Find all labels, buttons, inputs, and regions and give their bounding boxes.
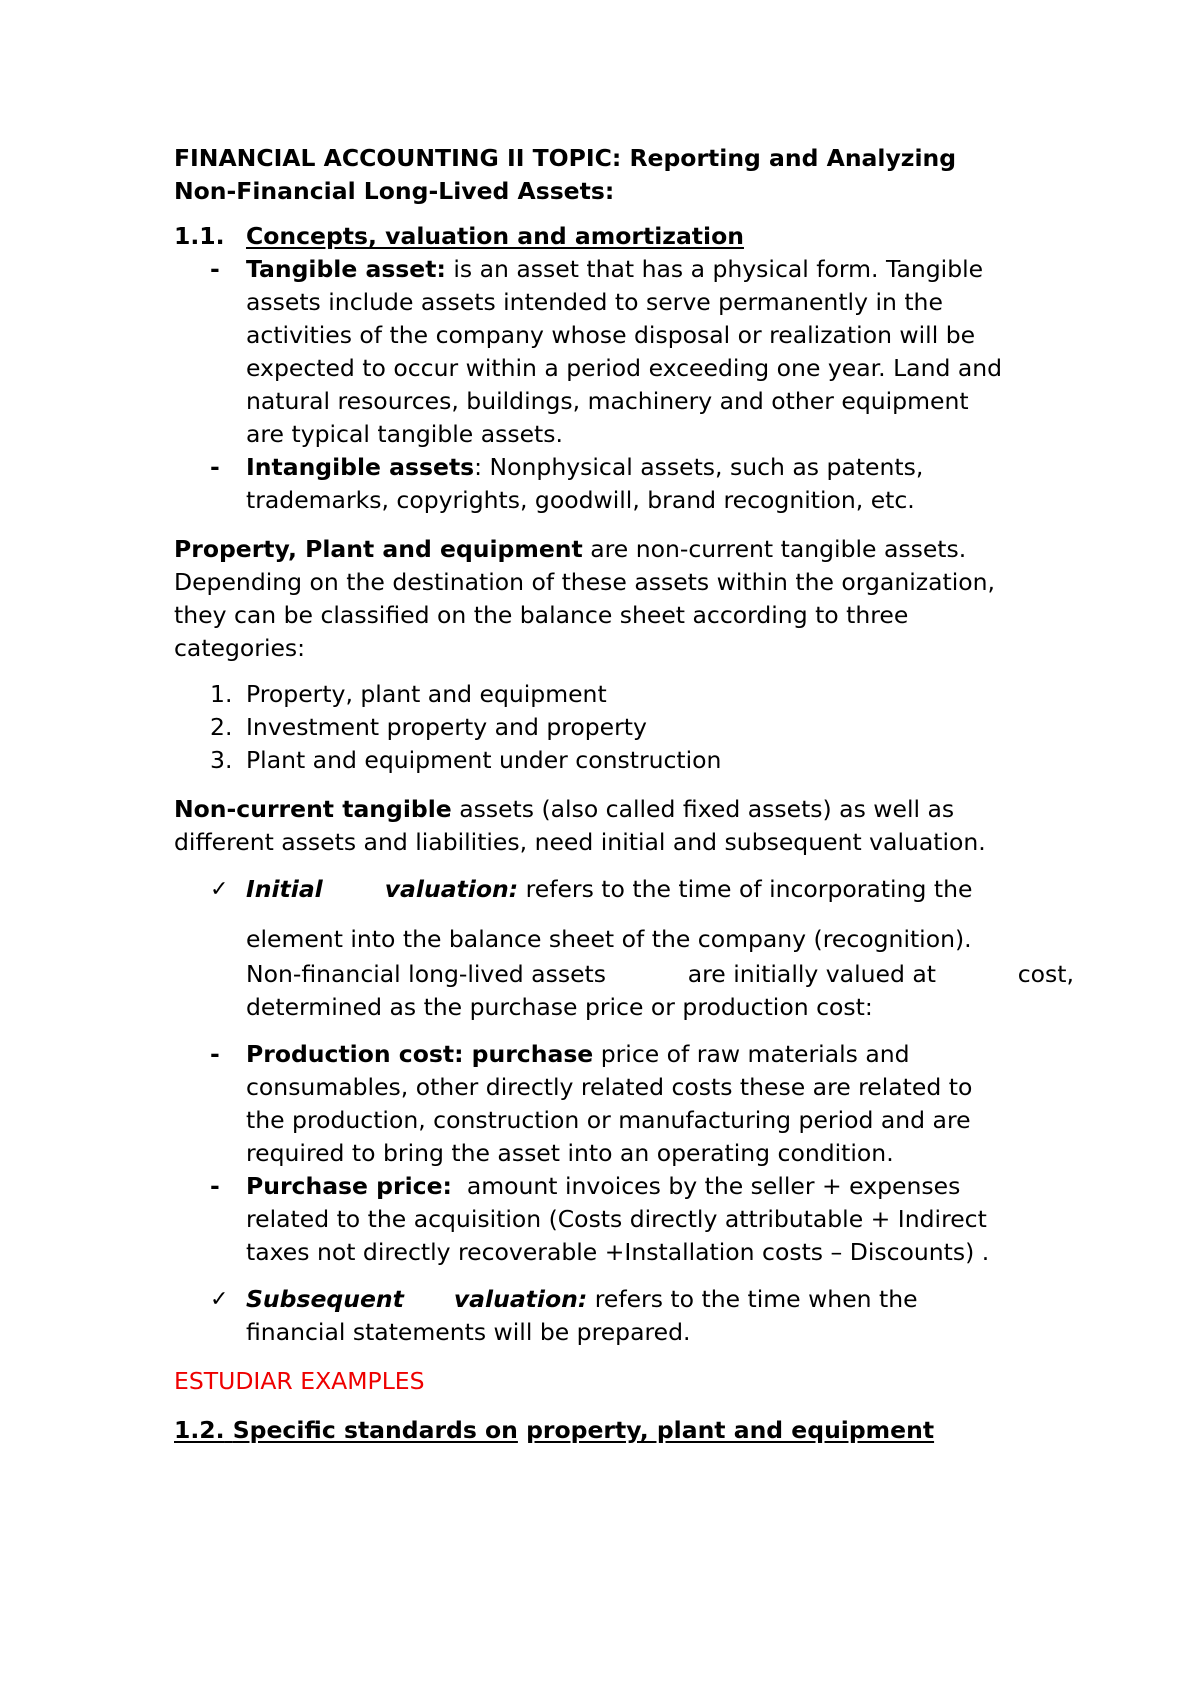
category-list — [174, 678, 1074, 777]
list-item-production-cost: - Production cost: purchase price of raw materials and consumables, other directly related costs these are related to the production, construction or manufacturing period and are required to bring the asset into an operating condition. — [174, 1038, 1074, 1170]
title-line-2: Non-Financial Long-Lived Assets: — [174, 177, 615, 205]
dash-bullet: - — [210, 255, 220, 283]
document-title — [174, 142, 1074, 208]
title-line-1: FINANCIAL ACCOUNTING II TOPIC: Reporting and Analyzing — [174, 144, 957, 172]
asset-type-list — [174, 253, 1074, 517]
list-item: 1. Property, plant and equipment — [210, 680, 607, 708]
list-item-purchase-price: - Purchase price: amount invoices by the seller + expenses related to the acquisition (Costs directly attributable + Indirect taxes not directly recoverable +Installation costs – Discounts) . — [174, 1170, 1074, 1269]
dash-bullet: - — [210, 1172, 220, 1200]
list-item: 3. Plant and equipment under construction — [210, 746, 722, 774]
subsequent-valuation-block: ✓ Subsequent valuation: refers to the time when the financial statements will be prepared. — [174, 1283, 1074, 1349]
dash-bullet: - — [210, 1040, 220, 1068]
section-heading-1-1 — [174, 220, 1074, 253]
term-tangible: Tangible asset: — [246, 255, 446, 283]
checkmark-icon: ✓ — [210, 1287, 229, 1312]
list-item-tangible: - Tangible asset: is an asset that has a physical form. Tangible assets include assets intended to serve permanently in the activities of the company whose disposal or realization will be expected to occur within a period exceeding one year. Land and natural resources, buildings, machinery and other equipment are typical tangible assets. — [174, 253, 1074, 451]
ppe-paragraph: Property, Plant and equipment are non-current tangible assets. Depending on the destination of these assets within the organization, they can be classified on the balance sheet according to three categories: — [174, 535, 995, 662]
document-page — [174, 142, 1074, 1447]
term-intangible: Intangible assets — [246, 453, 475, 481]
study-note: ESTUDIAR EXAMPLES — [174, 1367, 425, 1395]
dash-bullet: - — [210, 453, 220, 481]
initial-valuation-block: ✓ Initial valuation: refers to the time of incorporating the element into the balance sheet of the company (recognition). Non-financial long-lived assets are initially valued at cost, determined as the purchase price or production cost: — [174, 873, 1074, 1024]
checkmark-icon: ✓ — [210, 877, 229, 902]
section-number: 1.1. — [174, 222, 225, 250]
section-heading-1-2: 1.2. Specific standards on property, plant and equipment — [174, 1416, 935, 1444]
noncurrent-paragraph: Non-current tangible assets (also called fixed assets) as well as different assets and liabilities, need initial and subsequent valuation. — [174, 795, 986, 856]
list-item: 2. Investment property and property — [210, 713, 647, 741]
list-item-intangible: - Intangible assets: Nonphysical assets, such as patents, trademarks, copyrights, goodwill, brand recognition, etc. — [174, 451, 1074, 517]
section-title: Concepts, valuation and amortization — [246, 222, 744, 250]
cost-list — [174, 1038, 1074, 1269]
